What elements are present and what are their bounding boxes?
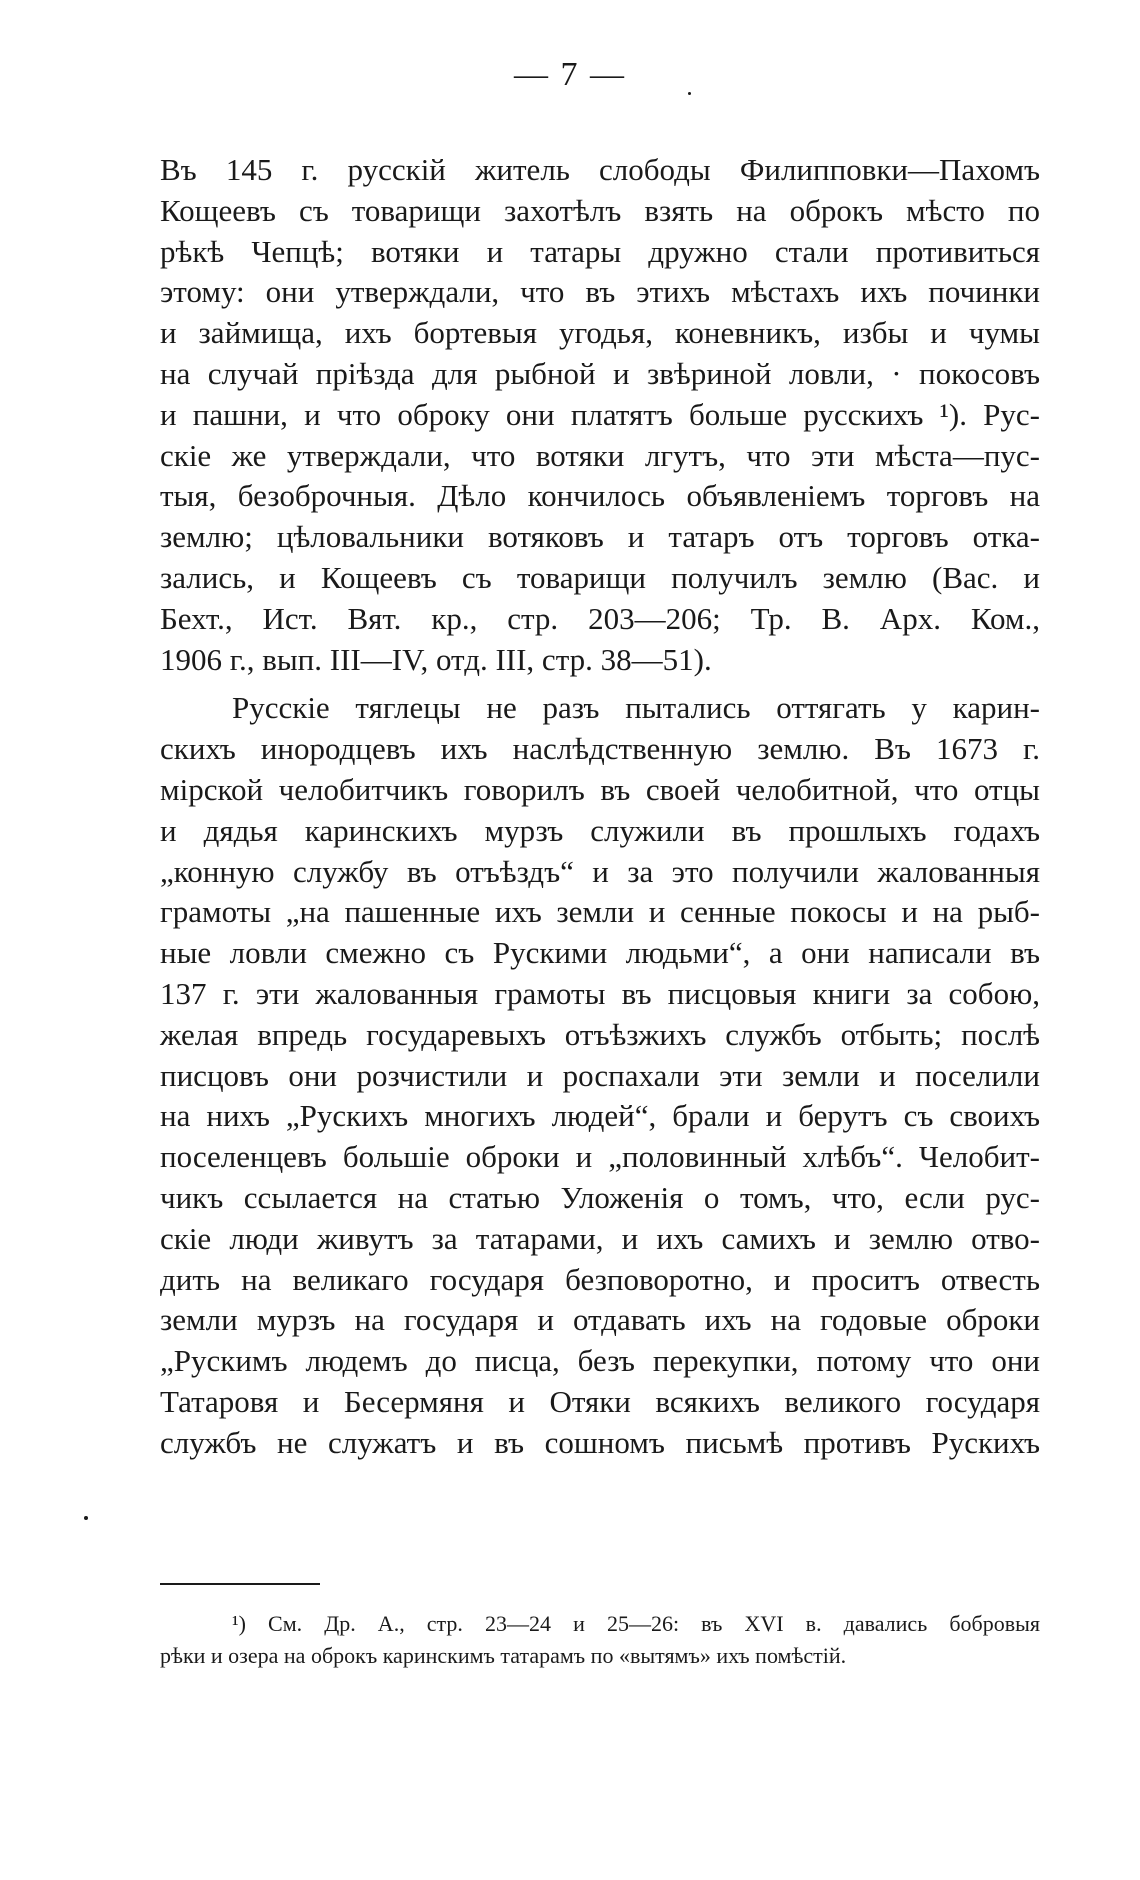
text-line: мірской челобитчикъ говорилъ въ своей челобитной, что отцы xyxy=(160,771,1040,807)
text-line: скіе же утверждали, что вотяки лгутъ, что эти мѣста—пус- xyxy=(160,437,1040,473)
text-line: „Рускимъ людемъ до писца, безъ перекупки, потому что они xyxy=(160,1343,1040,1379)
text-line: ные ловли смежно съ Рускими людьми“, а они написали въ xyxy=(160,935,1040,971)
footnote-line: рѣки и озера на оброкъ каринскимъ татарамъ по «вытямъ» ихъ помѣстій. xyxy=(160,1643,847,1668)
footnote-line: ¹) См. Др. А., стр. 23—24 и 25—26: въ XVI в. давались бобровыя xyxy=(232,1611,1040,1636)
text-line: „конную службу въ отъѣздъ“ и за это получили жалованныя xyxy=(160,853,1040,889)
text-line: писцовъ они розчистили и роспахали эти земли и поселили xyxy=(160,1057,1040,1093)
text-line: поселенцевъ большіе оброки и „половинный хлѣбъ“. Челобит- xyxy=(160,1139,1040,1175)
paragraph-1 xyxy=(160,150,1040,680)
footnotes xyxy=(160,1608,1040,1672)
text-line: скихъ инородцевъ ихъ наслѣдственную землю. Въ 1673 г. xyxy=(160,731,1040,767)
text-line: чикъ ссылается на статью Уложенія о томъ, что, если рус- xyxy=(160,1179,1040,1215)
text-line: 1906 г., вып. III—IV, отд. III, стр. 38—51). xyxy=(160,641,712,677)
text-line: землю; цѣловальники вотяковъ и татаръ отъ торговъ отка- xyxy=(160,519,1040,555)
text-line: земли мурзъ на государя и отдавать ихъ на годовые оброки xyxy=(160,1302,1040,1338)
text-line: и пашни, и что оброку они платятъ больше русскихъ ¹). Рус- xyxy=(160,396,1040,432)
stray-dot xyxy=(688,92,691,95)
text-line: грамоты „на пашенные ихъ земли и сенные покосы и на рыб- xyxy=(160,894,1040,930)
text-line: тыя, безоброчныя. Дѣло кончилось объявленіемъ торговъ на xyxy=(160,478,1040,514)
text-line: Кощеевъ съ товарищи захотѣлъ взять на оброкъ мѣсто по xyxy=(160,192,1040,228)
text-line: этому: они утверждали, что въ этихъ мѣстахъ ихъ починки xyxy=(160,274,1040,310)
text-line: Русскіе тяглецы не разъ пытались оттягать у карин- xyxy=(232,690,1040,726)
body-text xyxy=(160,150,1040,1464)
text-line: и займища, ихъ бортевыя угодья, коневникъ, избы и чумы xyxy=(160,315,1040,351)
margin-mark xyxy=(84,1516,88,1520)
text-line: рѣкѣ Чепцѣ; вотяки и татары дружно стали противиться xyxy=(160,233,1040,269)
text-line: желая впредь государевыхъ отъѣзжихъ службъ отбыть; послѣ xyxy=(160,1016,1040,1052)
text-line: на нихъ „Рускихъ многихъ людей“, брали и берутъ съ своихъ xyxy=(160,1098,1040,1134)
footnote-divider xyxy=(160,1583,320,1585)
page-number: — 7 — xyxy=(514,56,626,93)
text-line: на случай пріѣзда для рыбной и звѣриной ловли, · покосовъ xyxy=(160,355,1040,391)
text-line: службъ не служатъ и въ сошномъ письмѣ противъ Рускихъ xyxy=(160,1424,1040,1460)
text-line: Бехт., Ист. Вят. кр., стр. 203—206; Тр. В. Арх. Ком., xyxy=(160,600,1040,636)
text-line: скіе люди живутъ за татарами, и ихъ самихъ и землю отво- xyxy=(160,1220,1040,1256)
text-line: Татаровя и Бесермяня и Отяки всякихъ великого государя xyxy=(160,1383,1040,1419)
text-line: 137 г. эти жалованныя грамоты въ писцовыя книги за собою, xyxy=(160,975,1040,1011)
text-line: и дядья каринскихъ мурзъ служили въ прошлыхъ годахъ xyxy=(160,812,1040,848)
text-line: Въ 145 г. русскій житель слободы Филипповки—Пахомъ xyxy=(160,152,1040,187)
text-line: зались, и Кощеевъ съ товарищи получилъ землю (Вас. и xyxy=(160,559,1040,595)
paragraph-2 xyxy=(160,688,1040,1463)
text-line: дить на великаго государя безповоротно, и проситъ отвесть xyxy=(160,1261,1040,1297)
